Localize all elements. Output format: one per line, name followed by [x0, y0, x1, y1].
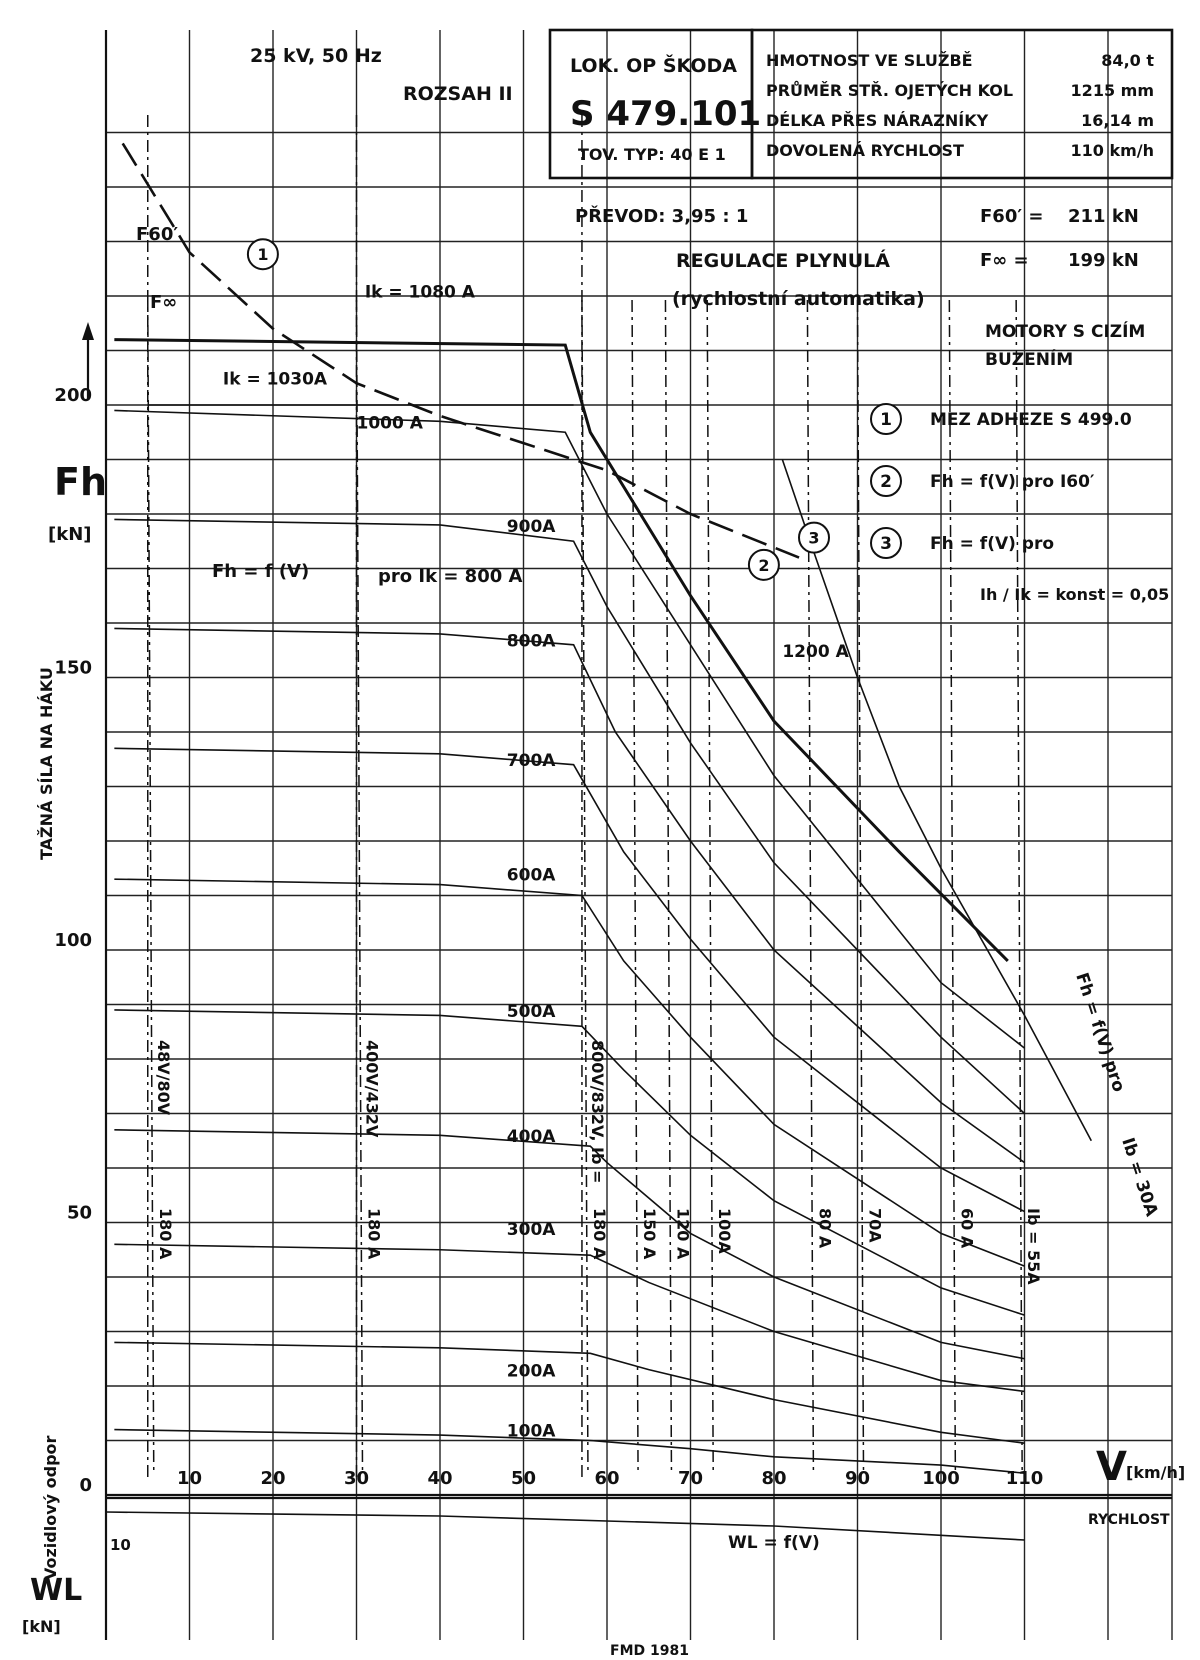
spec-label: PRŮMĚR STŘ. OJETÝCH KOL [766, 81, 1014, 100]
excitation-line [707, 300, 713, 1470]
legend-number: 2 [880, 472, 892, 492]
resistance-curve [106, 1512, 1025, 1540]
loco-number: S 479.101 [570, 94, 762, 134]
x-tick-label: 80 [761, 1468, 787, 1489]
y-unit: [kN] [48, 524, 92, 545]
legend-number: 1 [880, 410, 892, 430]
excitation-label: 100A [715, 1208, 735, 1254]
y-tick-label: 150 [54, 657, 92, 679]
series-label: 100A [506, 1421, 556, 1442]
x-tick-label: 60 [594, 1468, 620, 1489]
curve-marker-number: 3 [808, 528, 820, 548]
finf-value: 199 kN [1068, 250, 1139, 271]
y-tick-label: 200 [54, 385, 92, 406]
series-label: Ik = 1080 A [364, 282, 475, 303]
series-curve [114, 1010, 1024, 1315]
excitation-label: 120 A [673, 1208, 693, 1260]
finf-curve-label: F∞ [150, 292, 178, 313]
spec-value: 84,0 t [1101, 51, 1154, 70]
f60-label: F60′ = [980, 206, 1044, 227]
curve-marker-number: 2 [758, 555, 770, 575]
f60-value: 211 kN [1068, 206, 1139, 227]
x-tick-label: 100 [922, 1468, 960, 1489]
x-tick-label: 40 [427, 1468, 453, 1489]
chart-grid [106, 30, 1172, 1640]
legend-ratio: Ih / Ik = konst = 0,05 [980, 585, 1170, 604]
series-label: 400A [506, 1127, 556, 1148]
excitation-line [807, 300, 813, 1470]
excitation-label: Ib = 55A [1024, 1208, 1044, 1285]
fh-fv-label: Fh = f (V) [212, 561, 310, 582]
curve-marker-number: 1 [257, 245, 269, 265]
y-tick-label: 100 [54, 930, 92, 951]
series-curves [114, 340, 1091, 1474]
y-symbol: Fh [54, 460, 108, 504]
excitation-line [357, 300, 363, 1470]
x-tick-label: 50 [510, 1468, 537, 1489]
excitation-label: 180 A [155, 1208, 175, 1260]
resistance-unit: [kN] [22, 1617, 61, 1636]
spec-list [766, 51, 1154, 160]
series-label: 200A [506, 1361, 556, 1382]
footer: FMD 1981 [610, 1643, 689, 1659]
y-tick-label: 50 [66, 1202, 92, 1224]
motors-line2: BUZENÍM [985, 350, 1074, 370]
range-label: ROZSAH II [403, 83, 513, 105]
gear-ratio: PŘEVOD: 3,95 : 1 [575, 206, 749, 227]
x-tick-labels [177, 1468, 1043, 1489]
series-curve [114, 410, 1024, 1048]
resistance-curve-label: WL = f(V) [728, 1533, 820, 1553]
supply-label: 25 kV, 50 Hz [250, 45, 382, 67]
resistance-title: Vozidlový odpor [41, 1435, 60, 1580]
series-label: 1000 A [356, 413, 423, 434]
motors-line1: MOTORY S CIZÍM [985, 322, 1146, 342]
legend-text: Fh = f(V) pro [930, 534, 1055, 554]
series-label: 1200 A [782, 642, 849, 663]
y-tick-labels [54, 385, 92, 1496]
resistance-tick: 10 [110, 1536, 131, 1554]
excitation-label: 180 A [589, 1208, 609, 1260]
series-curve [114, 1430, 1024, 1474]
spec-value: 16,14 m [1081, 111, 1154, 130]
voltage-limit-lines [148, 115, 607, 1480]
x-tick-label: 20 [260, 1468, 286, 1489]
series-curve [114, 516, 1024, 1113]
x-tick-label: 10 [176, 1468, 203, 1489]
series-label: 500A [506, 1001, 556, 1022]
series-curve [114, 1244, 1024, 1391]
spec-label: DÉLKA PŘES NÁRAZNÍKY [766, 111, 989, 130]
excitation-line [148, 300, 154, 1470]
series-curve [782, 460, 1091, 1141]
series-curve [114, 879, 1024, 1266]
excitation-label: 180 A [364, 1208, 384, 1260]
excitation-line [632, 300, 638, 1470]
regulation-line2: (rychlostní automatika) [672, 288, 925, 310]
fh-pro-vertical: Fh = f(V) pro [1071, 970, 1129, 1095]
series-label: 800A [506, 631, 556, 652]
y-title: TAŽNÁ SÍLA NA HÁKU [37, 667, 56, 860]
f60-curve-label: F60′ [136, 224, 179, 245]
speed-label: RYCHLOST [1088, 1512, 1170, 1528]
factory-type: TOV. TYP: 40 E 1 [578, 145, 726, 164]
ib-30a-label: Ib = 30A [1117, 1135, 1162, 1219]
series-curve [114, 340, 1007, 961]
x-tick-label: 30 [343, 1468, 370, 1489]
series-curve [114, 1342, 1024, 1443]
spec-label: HMOTNOST VE SLUŽBĚ [766, 51, 973, 70]
resistance-symbol: WL [30, 1573, 83, 1608]
x-unit: [km/h] [1126, 1463, 1186, 1482]
legend-text: MEZ ADHEZE S 499.0 [930, 410, 1132, 430]
finf-label: F∞ = [980, 250, 1029, 271]
x-tick-label: 90 [844, 1468, 871, 1489]
voltage-label: 48V/80V [153, 1040, 173, 1116]
excitation-label: 60 A [957, 1208, 977, 1249]
voltage-label: 400V/432V [362, 1040, 382, 1138]
series-label: 900A [506, 516, 556, 537]
x-symbol: V [1096, 1444, 1127, 1490]
excitation-label: 80 A [815, 1208, 835, 1249]
regulation-line1: REGULACE PLYNULÁ [676, 250, 890, 272]
spec-value: 1215 mm [1070, 81, 1154, 100]
pro-ik-label: pro Ik = 800 A [378, 566, 523, 587]
excitation-line [665, 300, 671, 1470]
voltage-label: 800V/832V, Ib = [587, 1040, 607, 1184]
legend-number: 3 [880, 534, 892, 554]
y-tick-label: 0 [79, 1475, 92, 1496]
series-label: 600A [506, 865, 556, 886]
spec-label: DOVOLENÁ RYCHLOST [766, 141, 964, 160]
y-arrow-head [82, 322, 94, 340]
series-label: Ik = 1030A [222, 369, 328, 390]
series-curve [114, 748, 1024, 1211]
spec-value: 110 km/h [1070, 141, 1154, 160]
x-tick-label: 110 [1005, 1468, 1044, 1489]
x-tick-label: 70 [677, 1468, 704, 1489]
series-curve [114, 1130, 1024, 1359]
legend-text: Fh = f(V) pro I60′ [930, 472, 1095, 492]
series-label: 700A [506, 751, 556, 772]
excitation-label: 70A [865, 1208, 885, 1243]
excitation-label: 150 A [640, 1208, 660, 1260]
loco-line: LOK. OP ŠKODA [570, 55, 738, 77]
series-label: 300A [506, 1219, 556, 1240]
